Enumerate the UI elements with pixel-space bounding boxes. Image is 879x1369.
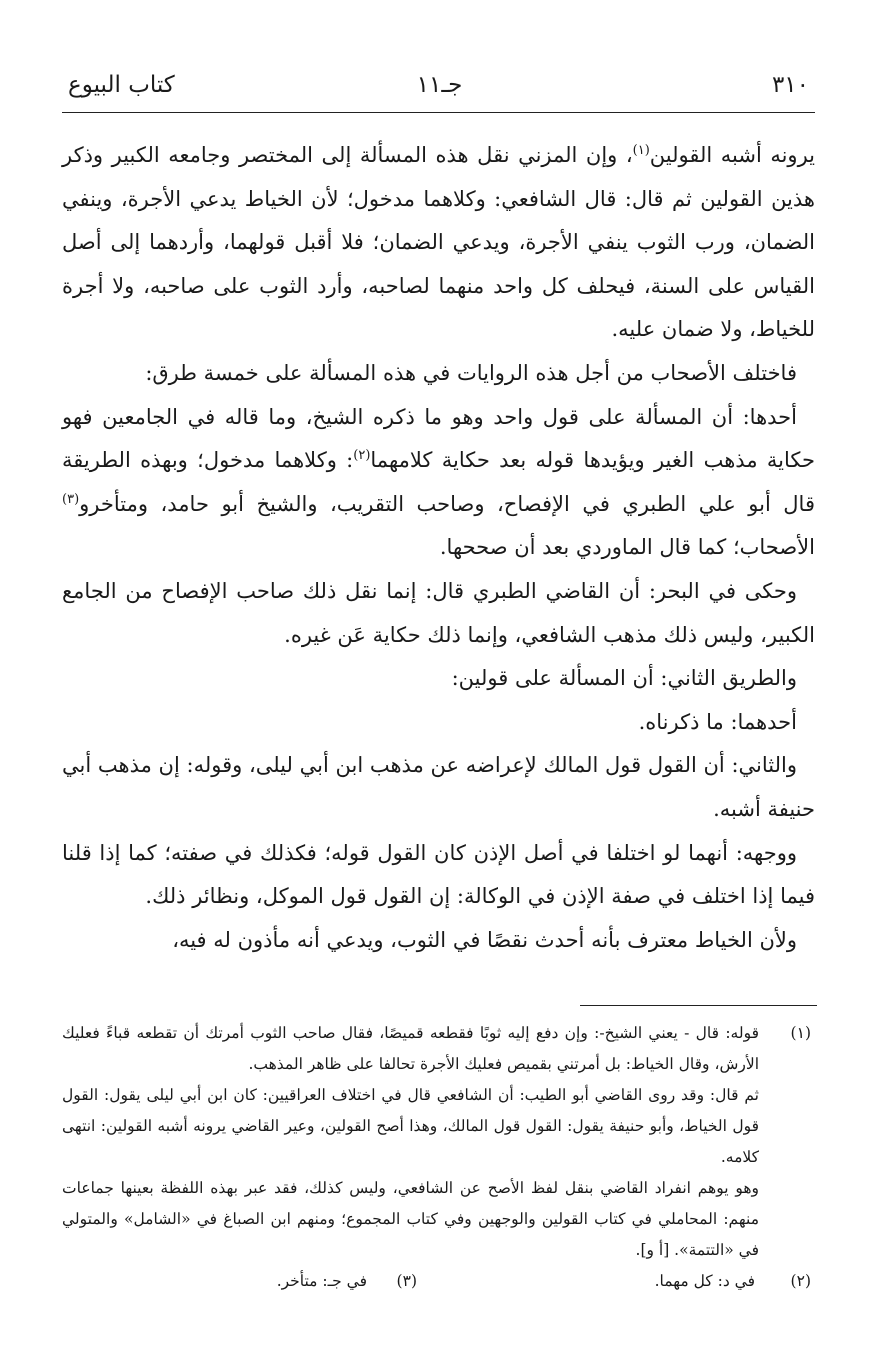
book-title: كتاب البيوع	[68, 72, 175, 98]
footnote-3-mark: (٣)	[396, 1272, 417, 1290]
footnote-2-3-row	[62, 1266, 815, 1297]
paragraph-3: أحدها: أن المسألة على قول واحد وهو ما ذكره الشيخ، وما قاله في الجامعين فهو حكاية مذهب الغير ويؤيدها قوله بعد حكاية كلامهما$^{(٢)}$: وكلاهما مدخول؛ وبهذه الطريقة قال أبو علي الطبري في الإفصاح، وصاحب التقريب، والشيخ أبو حامد، ومتأخرو$^{(٣)}$ الأصحاب؛ كما قال الماوردي بعد أن صححها.	[62, 404, 815, 560]
paragraph-6: أحدهما: ما ذكرناه.	[638, 709, 797, 734]
footnote-1-para-2: ثم قال: وقد روى القاضي أبو الطيب: أن الشافعي قال في اختلاف العراقيين: كان ابن أبي ليلى يقول: القول قول الخياط، وأبو حنيفة يقول: القول قول المالك، وهذا أصح القولين، وعير القاضي يرونه أشبه القولين: انتهى كلامه.	[62, 1086, 759, 1166]
footnote-2-text: في د: كل مهما.	[654, 1272, 755, 1290]
footnote-1-para-1: قوله: قال - يعني الشيخ-: وإن دفع إليه ثوبًا فقطعه قميصًا، فقال صاحب الثوب أمرتك أن تقطعه قباءً فعليك الأرش، وقال الخياط: بل أمرتني بقميص فعليك الأجرة تحالفا على ظاهر المذهب.	[62, 1024, 759, 1073]
header-divider	[62, 112, 815, 113]
paragraph-1: يرونه أشبه القولين$^{(١)}$، وإن المزني نقل هذه المسألة إلى المختصر وجامعه الكبير وذكر هذين القولين ثم قال: قال الشافعي: وكلاهما مدخول؛ لأن الخياط يدعي الأجرة، وينفي الضمان، ورب الثوب ينفي الأجرة، ويدعي الضمان؛ فلا أقبل قولهما، وأردهما إلى أصل القياس على السنة، فيحلف كل واحد منهما لصاحبه، وأرد الثوب على صاحبه، ولا أجرة للخياط، ولا ضمان عليه.	[62, 143, 816, 342]
paragraph-4: وحكى في البحر: أن القاضي الطبري قال: إنما نقل ذلك صاحب الإفصاح من الجامع الكبير، وليس ذلك مذهب الشافعي، وإنما ذلك حكاية عَن غيره.	[62, 578, 815, 647]
footnote-2-mark: (٢)	[790, 1272, 811, 1290]
main-text	[62, 134, 815, 962]
footnote-ref-3: (٣)	[62, 491, 80, 507]
volume-label: جـ١١	[416, 72, 463, 98]
paragraph-5: والطريق الثاني: أن المسألة على قولين:	[451, 666, 797, 691]
footnote-divider	[580, 1005, 817, 1006]
footnote-ref-2: (٢)	[353, 448, 371, 464]
footnote-1	[62, 1018, 815, 1266]
paragraph-8: ووجهه: أنهما لو اختلفا في أصل الإذن كان القول قوله؛ فكذلك في صفته؛ كما إذا قلنا فيما إذا اختلف في صفة الإذن في الوكالة: إن القول قول الموكل، ونظائر ذلك.	[62, 840, 815, 909]
footnote-1-para-3: وهو يوهم انفراد القاضي بنقل لفظ الأصح عن الشافعي، وليس كذلك، فقد عبر بهذه اللفظة بعينها جماعات منهم: المحاملي في كتاب القولين والوجهين وفي كتاب المجموع؛ ومنهم ابن الصباغ في «الشامل» والمتولي في «التتمة». [أ و].	[62, 1179, 759, 1259]
footnote-ref-1: (١)	[632, 143, 650, 158]
page-number: ٣١٠	[771, 72, 809, 98]
running-header	[62, 72, 817, 108]
paragraph-9: ولأن الخياط معترف بأنه أحدث نقصًا في الثوب، ويدعي أنه مأذون له فيه،	[172, 927, 797, 952]
footnotes	[62, 1018, 815, 1297]
paragraph-7: والثاني: أن القول قول المالك لإعراضه عن مذهب ابن أبي ليلى، وقوله: إن مذهب أبي حنيفة أشبه.	[62, 753, 815, 821]
footnote-3-text: في جـ: متأخر.	[276, 1272, 367, 1290]
footnote-1-mark: (١)	[790, 1024, 811, 1042]
paragraph-2: فاختلف الأصحاب من أجل هذه الروايات في هذه المسألة على خمسة طرق:	[145, 360, 797, 385]
